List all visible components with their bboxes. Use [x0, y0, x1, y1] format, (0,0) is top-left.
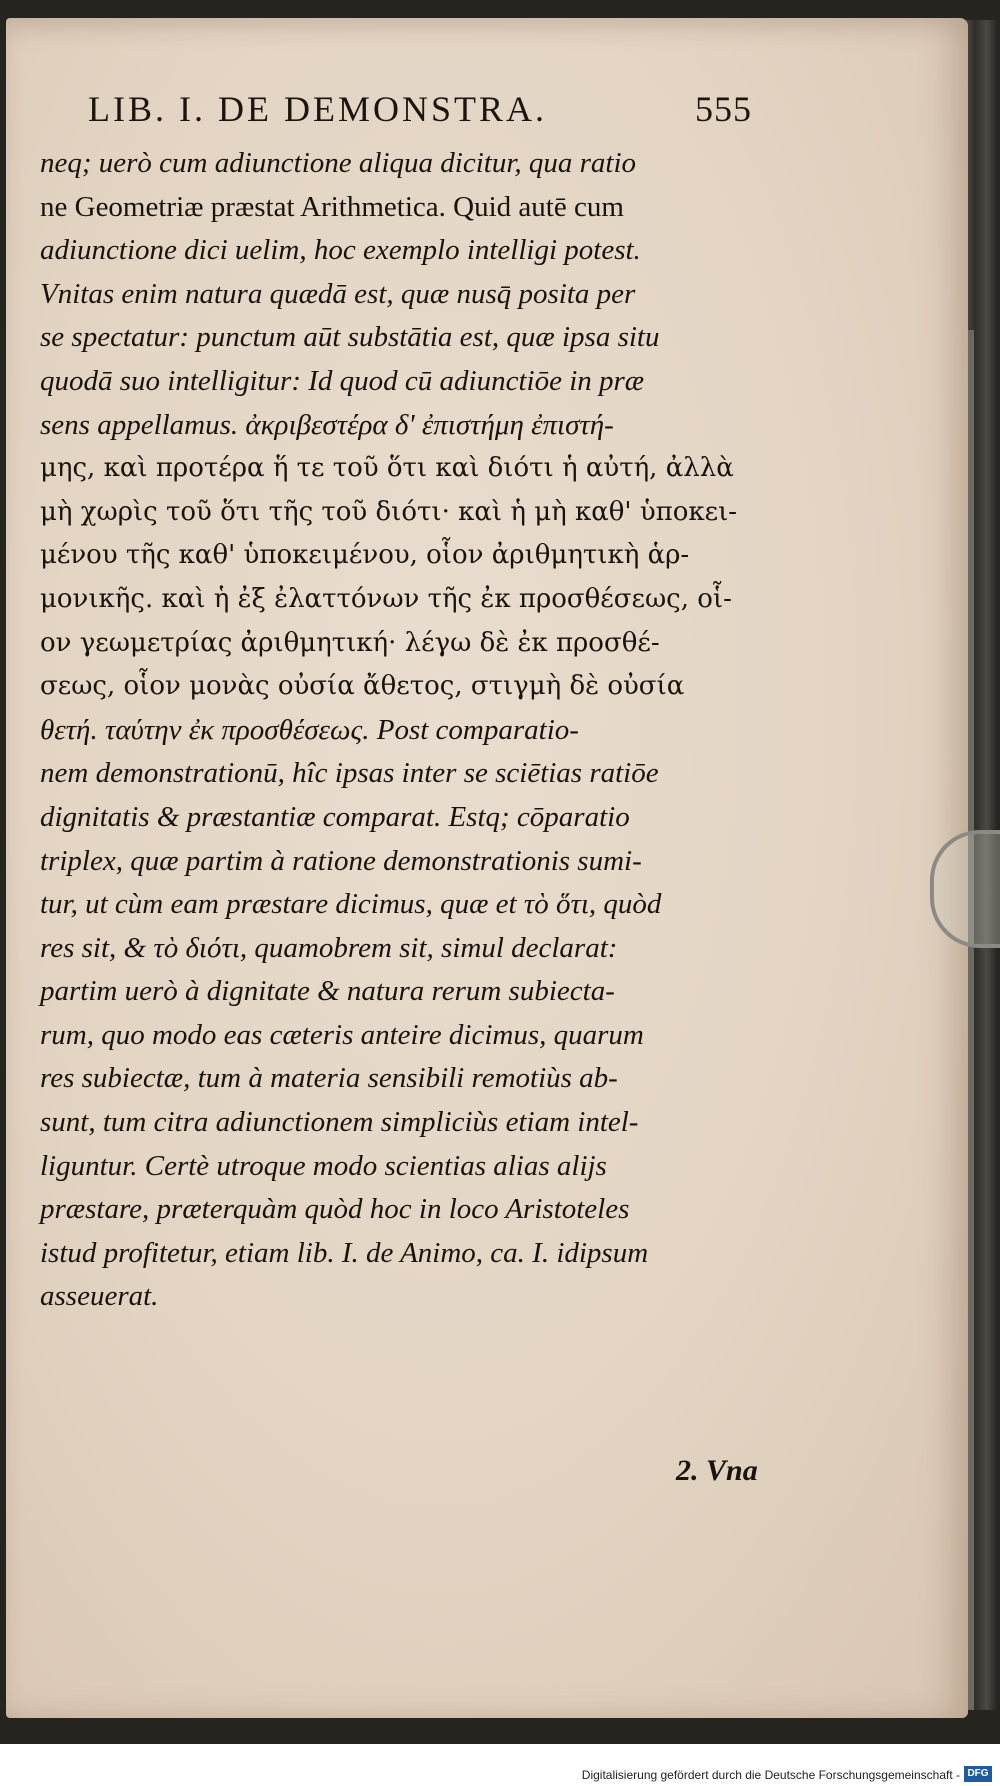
greek-line: μης, καὶ προτέρα ἥ τε τοῦ ὅτι καὶ διότι ἡ αὐτή, ἀλλὰ — [40, 453, 734, 484]
text-line: triplex, quæ partim à ratione demonstrationis sumi- — [40, 844, 642, 877]
text-line: rum, quo modo eas cæteris anteire dicimus, quarum — [40, 1018, 644, 1051]
text-line: ne Geometriæ præstat Arithmetica. Quid autē cum — [40, 190, 624, 223]
text-line: dignitatis & præstantiæ comparat. Estq; cōparatio — [40, 800, 630, 833]
text-line: istud profitetur, etiam lib. I. de Animo, ca. I. idipsum — [40, 1236, 649, 1269]
text-line: præstare, præterquàm quòd hoc in loco Aristoteles — [40, 1193, 630, 1226]
running-head: LIB. I. DE DEMONSTRA. — [88, 89, 547, 129]
text-line: res subiectæ, tum à materia sensibili remotiùs ab- — [40, 1062, 618, 1095]
greek-line: μὴ χωρὶς τοῦ ὅτι τῆς τοῦ διότι· καὶ ἡ μὴ καθ' ὑποκει- — [40, 496, 738, 527]
text-line: se spectatur: punctum aūt substātia est, quæ ipsa situ — [40, 321, 660, 354]
dfg-logo-icon[interactable]: DFG — [964, 1766, 992, 1782]
text-line: asseuerat. — [40, 1280, 159, 1313]
text-line: quodā suo intelligitur: Id quod cū adiunctiōe in præ — [40, 364, 645, 397]
text-line: res sit, & τὸ διότι, quamobrem sit, simul declarat: — [40, 931, 618, 964]
greek-line: σεως, οἷον μονὰς οὐσία ἄθετος, στιγμὴ δὲ οὐσία — [40, 671, 685, 702]
text-line: nem demonstrationū, hîc ipsas inter se sciētias ratiōe — [40, 757, 659, 790]
text-line: tur, ut cùm eam præstare dicimus, quæ et τὸ ὅτι, quòd — [40, 888, 662, 921]
greek-line: μονικῆς. καὶ ἡ ἐξ ἐλαττόνων τῆς ἐκ προσθέσεως, οἷ- — [40, 583, 732, 614]
text-line: θετή. ταύτην ἐκ προσθέσεως. Post comparatio- — [40, 713, 579, 746]
greek-line: ον γεωμετρίας ἀριθμητική· λέγω δὲ ἐκ προσθέ- — [40, 627, 660, 658]
text-line: neq; uerò cum adiunctione aliqua dicitur, qua ratio — [40, 147, 637, 179]
greek-line: μένου τῆς καθ' ὑποκειμένου, οἷον ἀριθμητικὴ ἁρ- — [40, 540, 690, 571]
text-line: liguntur. Certè utroque modo scientias alias alijs — [40, 1149, 607, 1182]
text-line: Vnitas enim natura quædā est, quæ nusq̄ posita per — [40, 277, 636, 310]
footer-bar — [0, 1744, 1000, 1786]
page-number: 555 — [695, 89, 752, 129]
funding-credit: Digitalisierung gefördert durch die Deutsche Forschungsgemeinschaft - — [581, 1768, 960, 1782]
catchword: 2. Vna — [676, 1454, 758, 1487]
text-line: sens appellamus. ἀκριβεστέρα δ' ἐπιστήμη ἐπιστή- — [40, 408, 614, 441]
text-line: adiunctione dici uelim, hoc exemplo intelligi potest. — [40, 234, 641, 267]
text-line: partim uerò à dignitate & natura rerum subiecta- — [40, 975, 615, 1008]
body-text — [40, 142, 768, 1319]
text-line: sunt, tum citra adiunctionem simpliciùs etiam intel- — [40, 1106, 639, 1139]
